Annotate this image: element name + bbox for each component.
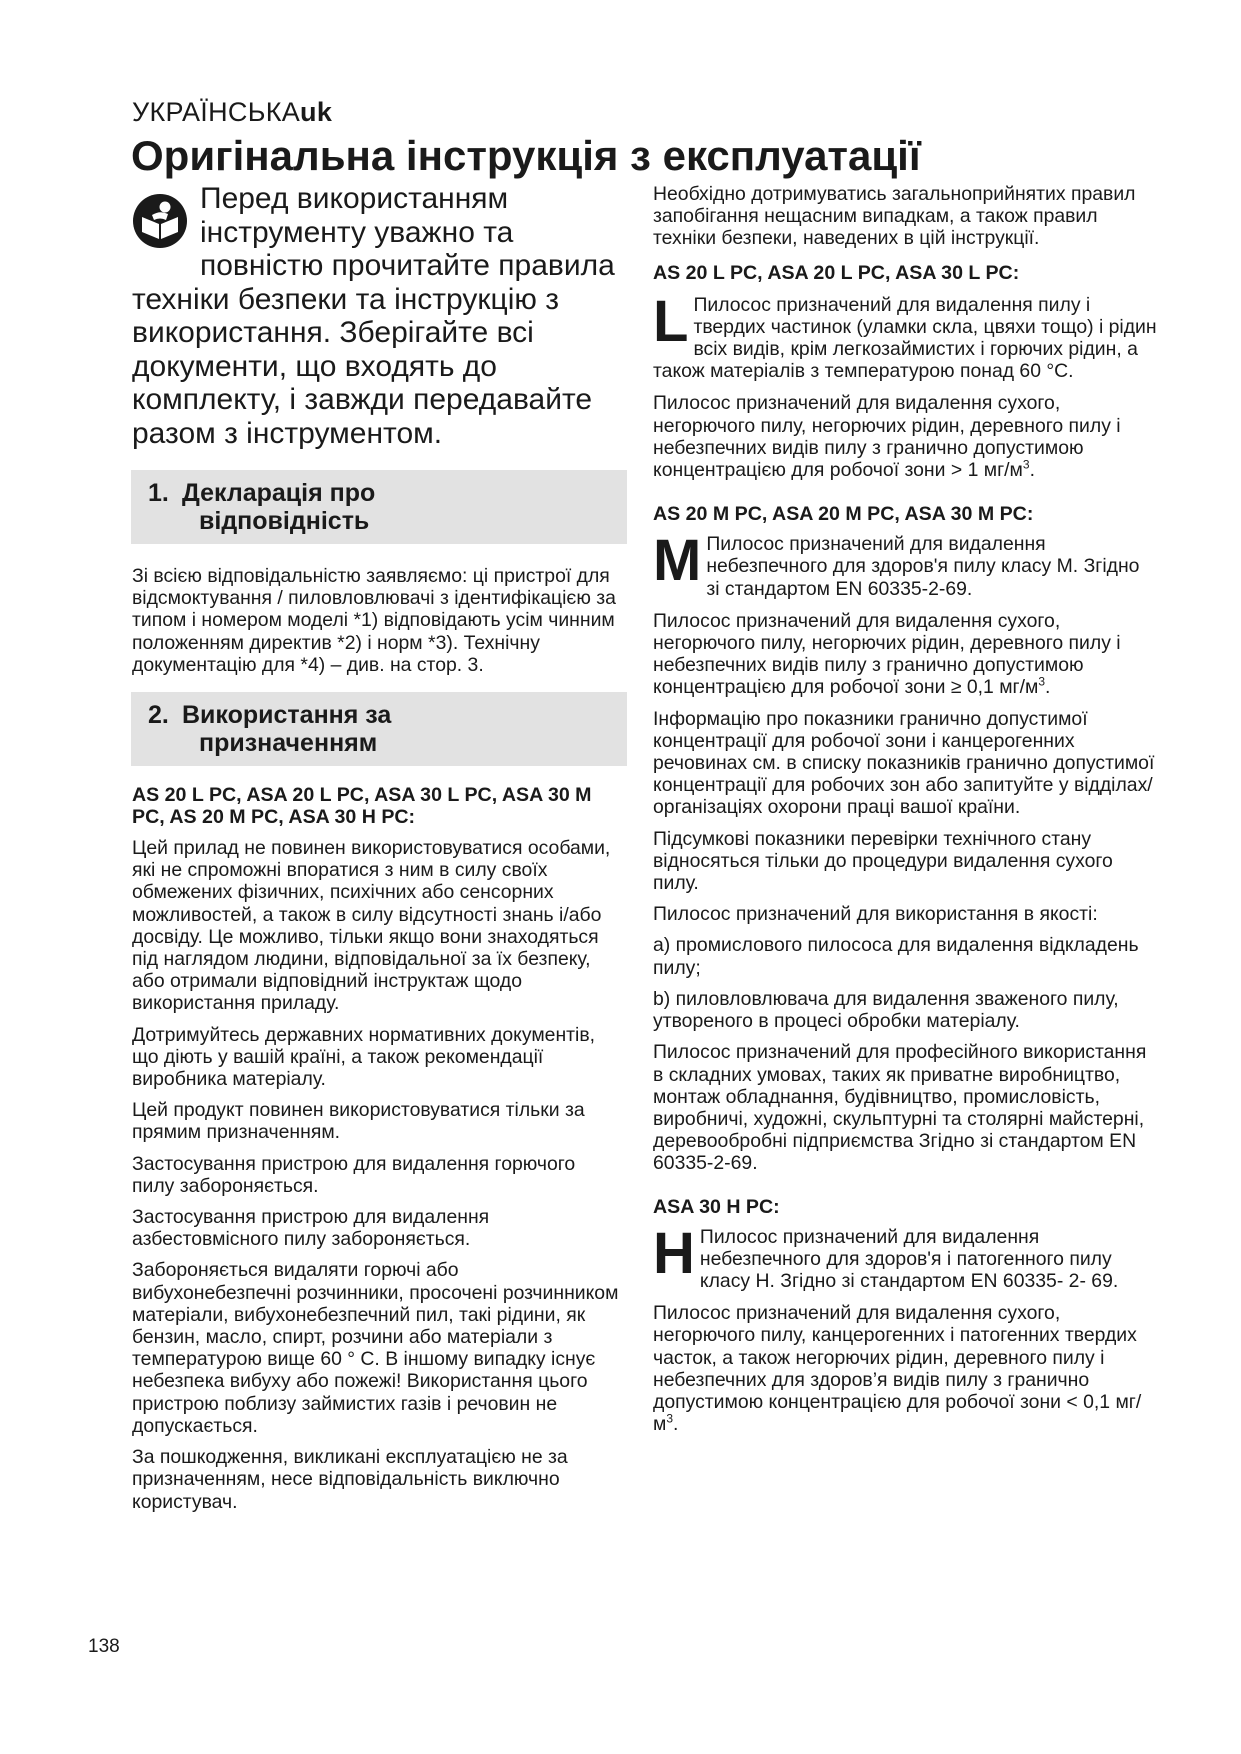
class-m-paragraph: [653, 528, 1158, 600]
right-column: [653, 183, 1158, 1435]
body-paragraph: Пилосос призначений для професійного використання в складних умовах, таких як приватне виробництво, монтаж обладнання, будівництво, промисловість, виробничі, художні, скульптурні та столярні майстерні, деревообробні підприємства Згідно зі стандартом EN 60335-2-69.: [653, 1041, 1147, 1175]
dust-class-m-mark: M: [653, 528, 702, 594]
intro-block: [132, 182, 622, 450]
declaration-text: Зі всією відповідальністю заявляємо: ці пристрої для відсмоктування / пиловловлювачі з ідентифікацією за типом і номером моделі *1) відповідають усім чинним положенням директив *2) і норм *3). Технічну документацію для *4) – див. на стор. 3.: [132, 565, 616, 676]
body-paragraph: Дотримуйтесь державних нормативних документів, що діють у вашій країні, а також рекомендації виробника матеріалу.: [132, 1023, 596, 1091]
body-paragraph: Пилосос призначений для видалення небезпечного для здоров'я і патогенного пилу класу H. Згідно зі стандартом EN 60335- 2- 69.: [699, 1225, 1119, 1292]
section-heading-declaration: [131, 470, 627, 544]
body-paragraph: Інформацію про показники гранично допустимої концентрації для робочої зони і канцерогенних речовинах см. в списку показників гранично допустимої концентрації для робочих зон або запитуйте у відділах/організаціях охорони праці вашої країни.: [653, 707, 1155, 819]
page-title: Оригінальна інструкція з експлуатації: [131, 132, 921, 179]
body-paragraph: Пилосос призначений для використання в якості:: [653, 903, 1098, 926]
class-l-subheading: AS 20 L PC, ASA 20 L PC, ASA 30 L PC:: [653, 261, 1020, 284]
body-paragraph: b) пиловловлювача для видалення зваженого пилу, утвореного в процесі обробки матеріалу.: [653, 987, 1119, 1033]
body-paragraph: Пилосос призначений для видалення сухого, негорючого пилу, негорючих рідин, деревного пилу і небезпечних видів пилу з гранично допустимою концентрацією для робочої зони ≥ 0,1 $мг/м^3$.: [653, 609, 1121, 699]
class-h-paragraph: [653, 1220, 1158, 1293]
body-paragraph: Пилосос призначений для видалення небезпечного для здоров'я пилу класу M. Згідно зі стандартом EN 60335-2-69.: [706, 533, 1140, 600]
manual-reading-icon: [132, 193, 188, 249]
language-name: УКРАЇНСЬКА: [132, 97, 301, 127]
models-subheading: AS 20 L PC, ASA 20 L PC, ASA 30 L PC, ASA 30 M PC, AS 20 M PC, ASA 30 H PC:: [132, 784, 592, 829]
body-paragraph: Забороняється видаляти горючі або вибухонебезпечні розчинники, просочені розчинником матеріали, вибухонебезпечний пил, такі рідини, як бензин, масло, спирт, розчини або матеріали з температурою вище 60 ° С. В іншому випадку існує небезпека вибуху або пожежі! Використання цього пристрою поблизу займистих газів і речовин не допускається.: [132, 1259, 619, 1437]
body-paragraph: Застосування пристрою для видалення горючого пилу забороняється.: [132, 1152, 576, 1197]
page-number: 138: [88, 1636, 120, 1657]
class-l-paragraph: [653, 288, 1158, 383]
section-number: 1.: [148, 479, 169, 507]
dust-class-h-mark: H: [653, 1220, 695, 1286]
body-paragraph: Пилосос призначений для видалення сухого, негорючого пилу, канцерогенних і патогенних твердих часток, а також негорючих рідин, деревного пилу і небезпечних для здоров’я видів пилу з гранично допустимою концентрацією для робочої зони < 0,1 $мг/м^3$.: [653, 1302, 1142, 1436]
section-heading-intended-use: [131, 692, 627, 766]
section-title-line: Використання за: [182, 701, 392, 730]
language-label: [132, 97, 332, 128]
body-paragraph: Цей прилад не повинен використовуватися особами, які не спроможні впоратися з ним в силу своїх обмежених фізичних, психічних або сенсорних можливостей, а також в силу відсутності знань і/або досвіду. Це можливо, тільки якщо вони знаходяться під наглядом людини, відповідальної за їх безпеку, або отримали відповідний інструктаж щодо використання приладу.: [132, 837, 611, 1015]
section-title-line: призначенням: [199, 729, 378, 758]
body-paragraph: a) промислового пилососа для видалення відкладень пилу;: [653, 934, 1139, 979]
body-paragraph: Пилосос призначений для видалення сухого, негорючого пилу, негорючих рідин, деревного пилу і небезпечних видів пилу з гранично допустимою концентрацією для робочої зони > 1 $мг/м^3$.: [653, 392, 1121, 482]
body-paragraph: За пошкодження, викликані експлуатацією не за призначенням, несе відповідальність виключно користувач.: [132, 1446, 568, 1513]
class-h-subheading: ASA 30 H PC:: [653, 1195, 780, 1218]
body-paragraph: Цей продукт повинен використовуватися тільки за прямим призначенням.: [132, 1099, 585, 1144]
body-paragraph: Необхідно дотримуватись загальноприйнятих правил запобігання нещасним випадкам, а також правил техніки безпеки, наведених в цій інструкції.: [653, 183, 1136, 250]
section-number: 2.: [148, 701, 169, 730]
body-paragraph: Пилосос призначений для видалення пилу і твердих частинок (уламки скла, цвяхи тощо) і рідин всіх видів, крім легкозаймистих і горючих рідин, а також матеріалів з температурою понад 60 °С.: [653, 293, 1157, 383]
class-m-subheading: AS 20 M PC, ASA 20 M PC, ASA 30 M PC:: [653, 503, 1034, 526]
language-code: uk: [300, 97, 333, 127]
left-column: [132, 182, 622, 1513]
section-title-line: відповідність: [199, 507, 370, 535]
dust-class-l-mark: L: [653, 288, 689, 354]
body-paragraph: Підсумкові показники перевірки технічного стану відносяться тільки до процедури видалення сухого пилу.: [653, 827, 1113, 895]
intro-text: Перед використанням інструменту уважно та повністю прочитайте правила техніки безпеки та інструкцію з використання. Зберігайте всі документи, що входять до комплекту, і завжди передавайте разом з інструментом.: [132, 182, 615, 450]
body-paragraph: Застосування пристрою для видалення азбестовмісного пилу забороняється.: [132, 1206, 490, 1251]
section-title-line: Декларація про: [182, 479, 376, 507]
